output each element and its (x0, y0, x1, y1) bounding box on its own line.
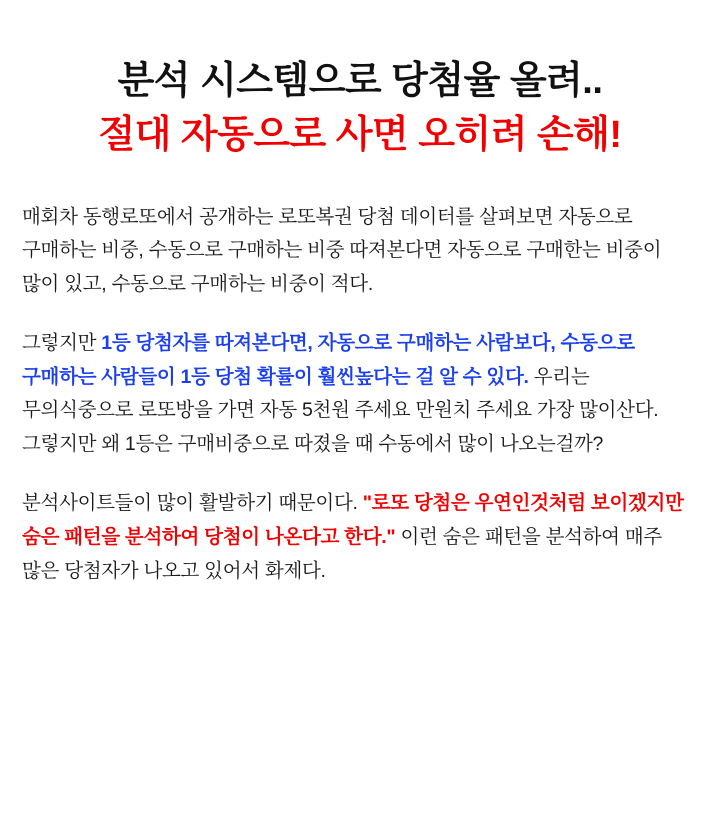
paragraph-2-emphasis-blue: 1등 당첨자를 따져본다면, 자동으로 구매하는 사람보다, 수동으로 구매하는 사람들이 1등 당첨 확률이 훨씬높다는 걸 알 수 있다. (22, 332, 635, 388)
article-body (22, 201, 698, 588)
paragraph-3-tail: 이런 숨은 패턴을 분석하여 매주 많은 당첨자가 나오고 있어서 화제다. (22, 525, 662, 582)
page-title (22, 0, 698, 159)
paragraph-2-tail: 우리는 무의식중으로 로또방을 가면 자동 5천원 주세요 만원치 주세요 가장 많이산다. 그렇지만 왜 1등은 구매비중으로 따졌을 때 수동에서 많이 나오는걸까? (22, 365, 659, 455)
paragraph-2 (22, 327, 698, 461)
paragraph-3 (22, 487, 698, 588)
paragraph-1-text: 매회차 동행로또에서 공개하는 로또복권 당첨 데이터를 살펴보면 자동으로 구매하는 비중, 수동으로 구매하는 비중 따져본다면 자동으로 구매한는 비중이 많이 있고, 수동으로 구매하는 비중이 적다. (22, 205, 662, 295)
paragraph-2-lead: 그렇지만 (22, 332, 102, 355)
paragraph-1 (22, 201, 698, 302)
paragraph-3-lead: 분석사이트들이 많이 활발하기 때문이다. (22, 492, 363, 515)
headline-line-1: 분석 시스템으로 당첨율 올려.. (117, 60, 603, 102)
headline-line-2: 절대 자동으로 사면 오히려 손해! (98, 114, 622, 157)
paragraph-3-emphasis-quote: "로또 당첨은 우연인것처럼 보이겠지만 숨은 패턴을 분석하여 당첨이 나온다고 한다." (22, 492, 684, 548)
